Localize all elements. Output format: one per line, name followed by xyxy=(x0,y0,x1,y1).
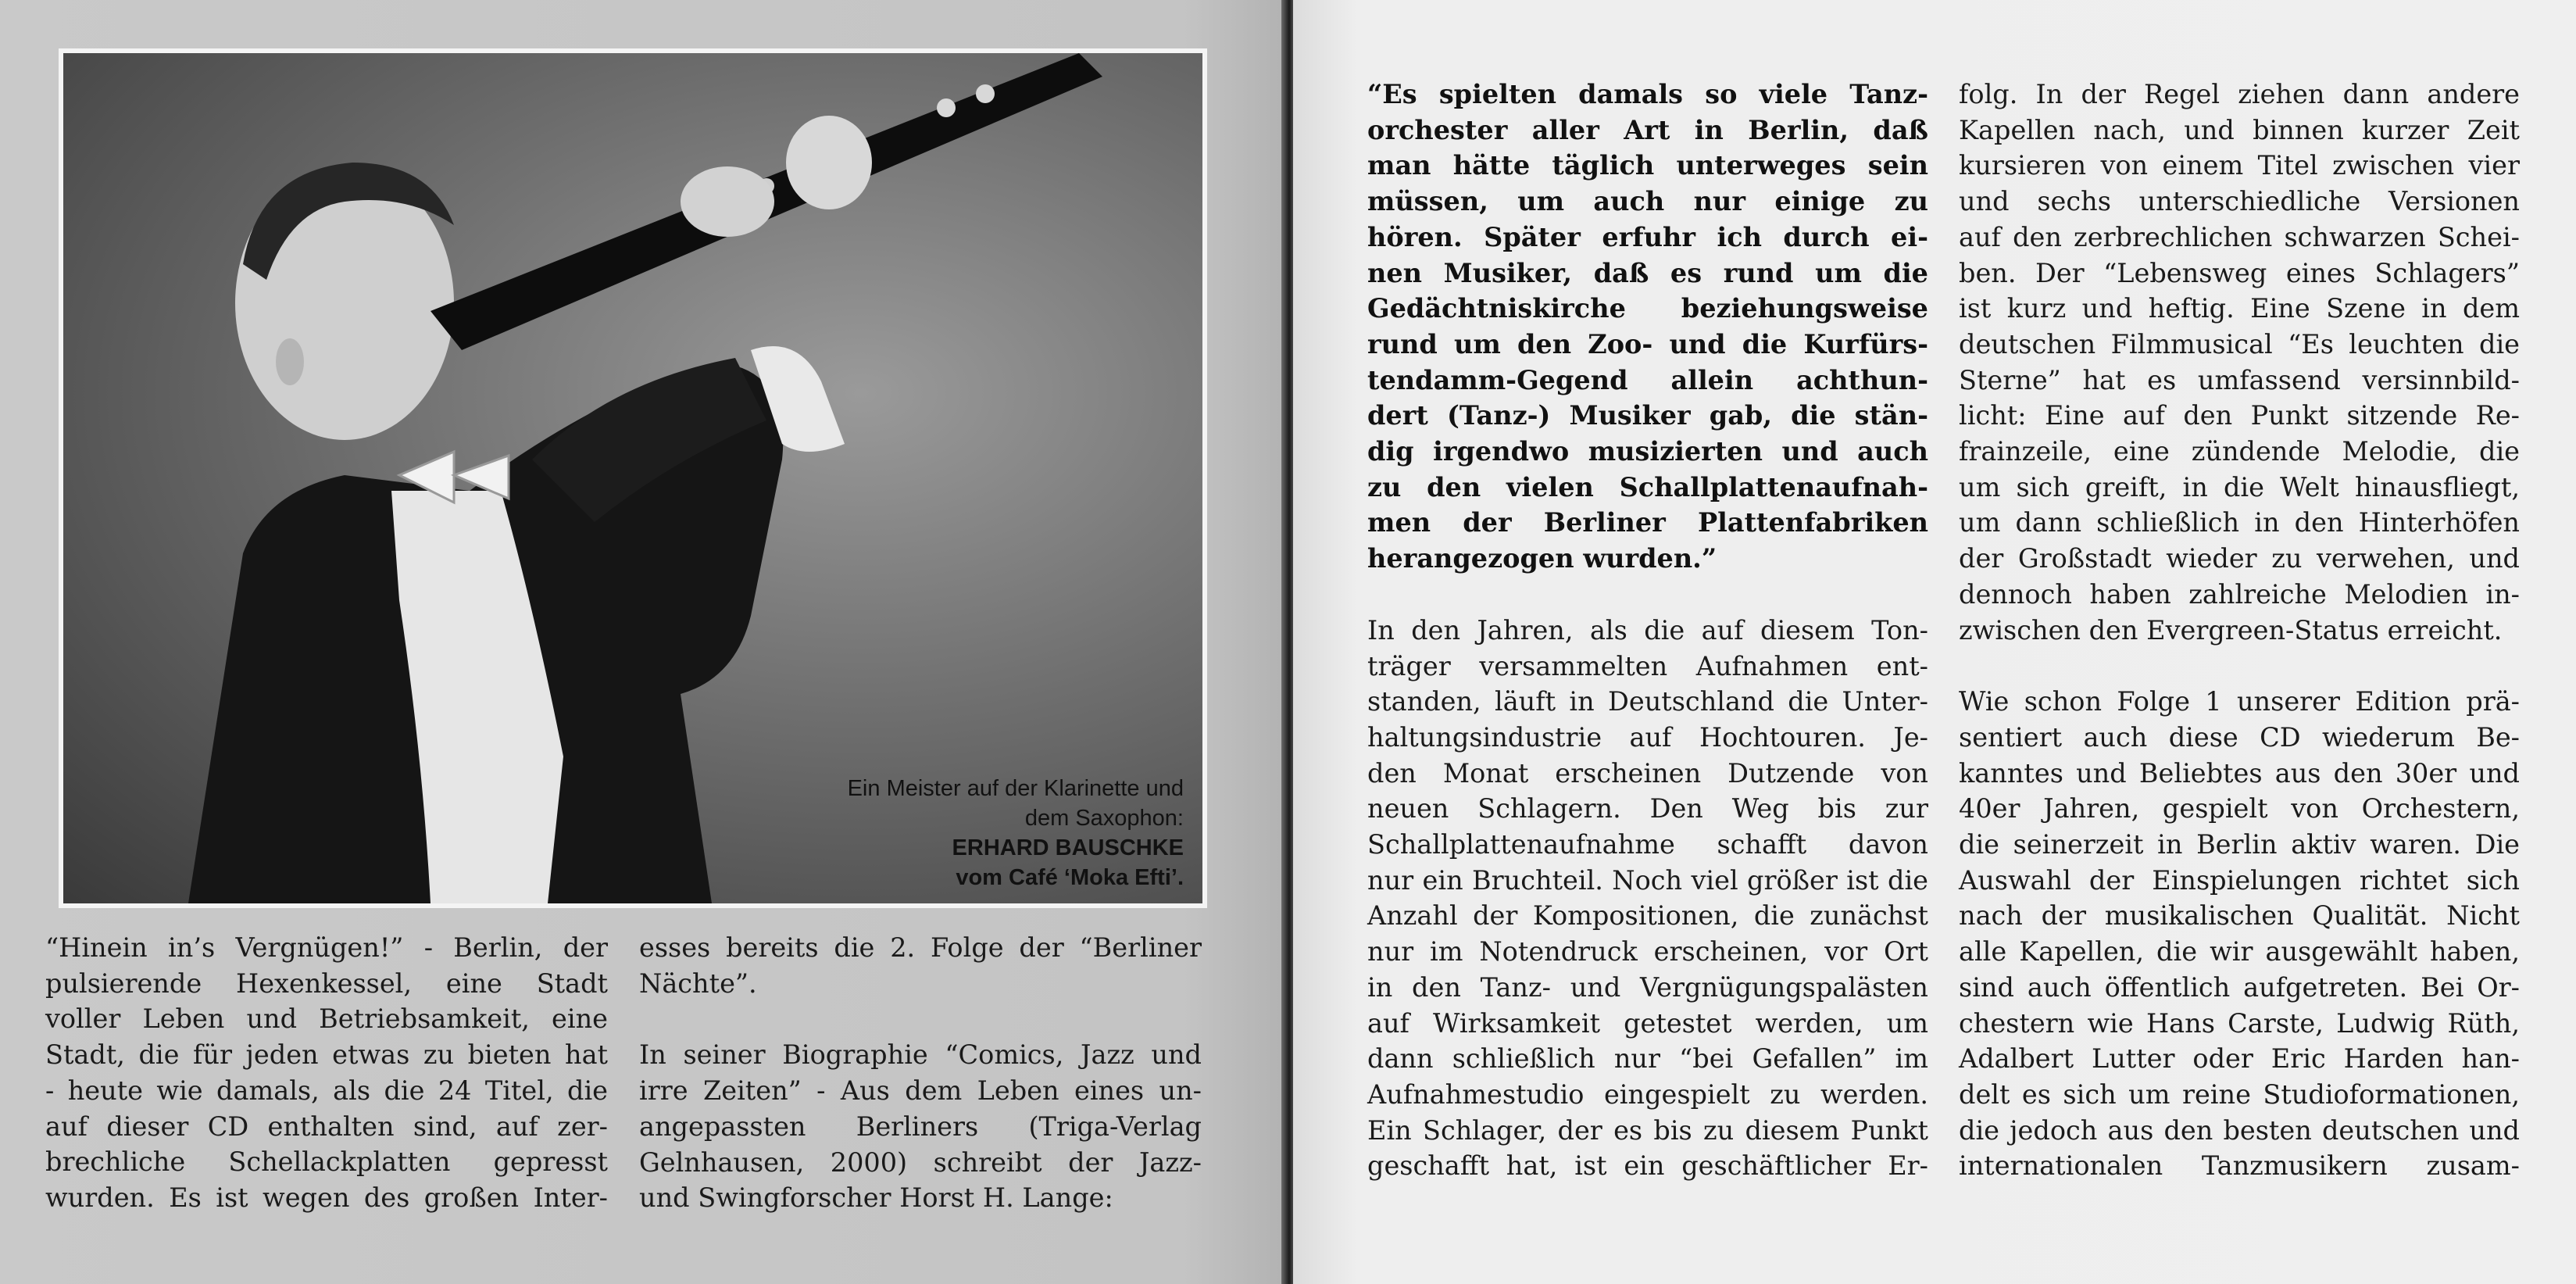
text-line: “Es spielten damals so viele Tanz- xyxy=(1367,79,1928,109)
caption-line-1: Ein Meister auf der Klarinette und xyxy=(847,776,1184,801)
caption-line-2: dem Saxophon: xyxy=(1024,806,1184,831)
text-line: dig irgendwo musizierten und auch xyxy=(1367,436,1928,467)
caption-line-4: vom Café ‘Moka Efti’. xyxy=(956,865,1184,890)
text-line: ben. Der “Lebensweg eines Schlagers” xyxy=(1959,257,2520,288)
text-line: In seiner Biographie “Comics, Jazz und xyxy=(639,1039,1202,1071)
text-line: hören. Später erfuhr ich durch ei- xyxy=(1367,221,1928,252)
text-line: nach der musikalischen Qualität. Nicht xyxy=(1959,900,2520,932)
text-line: esses bereits die 2. Folge der “Berliner xyxy=(639,932,1202,963)
text-line: den Monat erscheinen Dutzende von xyxy=(1367,757,1928,789)
text-line: nur im Notendruck erscheinen, vor Ort xyxy=(1367,936,1928,967)
text-line: voller Leben und Betriebsamkeit, eine xyxy=(45,1003,608,1035)
text-line: Nächte”. xyxy=(639,967,757,999)
text-line: müssen, um auch nur einige zu xyxy=(1367,186,1928,217)
text-line: Gelnhausen, 2000) schreibt der Jazz- xyxy=(639,1146,1202,1178)
text-line: wurden. Es ist wegen des großen Inter- xyxy=(45,1182,608,1213)
text-line: neuen Schlagern. Den Weg bis zur xyxy=(1367,793,1928,824)
text-line: pulsierende Hexenkessel, eine Stadt xyxy=(45,967,608,999)
text-line: auf dieser CD enthalten sind, auf zer- xyxy=(45,1111,608,1142)
text-line: Kapellen nach, und binnen kurzer Zeit xyxy=(1959,114,2520,145)
text-line: brechliche Schellackplatten gepresst xyxy=(45,1146,608,1178)
text-line: auf Wirksamkeit getestet werden, um xyxy=(1367,1007,1928,1039)
text-line: alle Kapellen, die wir ausgewählt haben, xyxy=(1959,936,2520,967)
text-line: geschafft hat, ist ein geschäftlicher Er- xyxy=(1367,1150,1928,1182)
text-line: dert (Tanz-) Musiker gab, die stän- xyxy=(1367,400,1928,431)
text-line: Anzahl der Kompositionen, die zunächst xyxy=(1367,900,1928,932)
text-line: haltungsindustrie auf Hochtouren. Je- xyxy=(1367,721,1928,753)
text-line: Auswahl der Einspielungen richtet sich xyxy=(1959,864,2520,896)
text-line: ist kurz und heftig. Eine Szene in dem xyxy=(1959,293,2520,324)
left-page xyxy=(0,0,1285,1284)
text-line: Stadt, die für jeden etwas zu bieten hat xyxy=(45,1039,608,1071)
text-line: irre Zeiten” - Aus dem Leben eines un- xyxy=(639,1075,1202,1107)
text-line: Wie schon Folge 1 unserer Edition prä- xyxy=(1959,686,2520,717)
text-line: die seinerzeit in Berlin aktiv waren. Die xyxy=(1959,829,2520,860)
text-line: Aufnahmestudio eingespielt zu werden. xyxy=(1367,1078,1928,1110)
text-line: angepassten Berliners (Triga-Verlag xyxy=(639,1111,1202,1142)
text-line: und Swingforscher Horst H. Lange: xyxy=(639,1182,1113,1214)
text-line: zu den vielen Schallplattenaufnah- xyxy=(1367,471,1928,503)
text-line: herangezogen wurden.” xyxy=(1367,543,1717,574)
text-line: 40er Jahren, gespielt von Orchestern, xyxy=(1959,793,2520,824)
text-line: “Hinein in’s Vergnügen!” - Berlin, der xyxy=(45,932,608,963)
quote-block xyxy=(1367,77,1928,577)
text-line: um sich greift, in die Welt hinausfliegt, xyxy=(1959,471,2520,503)
text-line: deutschen Filmmusical “Es leuchten die xyxy=(1959,328,2520,359)
text-line: sind auch öffentlich aufgetreten. Bei Or- xyxy=(1959,971,2520,1003)
caption-line-3: ERHARD BAUSCHKE xyxy=(952,835,1184,860)
text-line: internationalen Tanzmusikern zusam- xyxy=(1959,1150,2520,1182)
text-line: - heute wie damals, als die 24 Titel, die xyxy=(45,1075,608,1106)
left-column-1 xyxy=(45,930,608,1216)
text-line: auf den zerbrechlichen schwarzen Schei- xyxy=(1959,221,2520,252)
text-line: sentiert auch diese CD wiederum Be- xyxy=(1959,721,2520,753)
text-line: men der Berliner Plattenfabriken xyxy=(1367,507,1928,538)
text-line: kursieren von einem Titel zwischen vier xyxy=(1959,150,2520,181)
text-line: träger versammelten Aufnahmen ent- xyxy=(1367,650,1928,681)
text-line: tendamm-Gegend allein achthun- xyxy=(1367,364,1928,395)
text-line: orchester aller Art in Berlin, daß xyxy=(1367,114,1928,145)
text-line: folg. In der Regel ziehen dann andere xyxy=(1959,79,2520,109)
text-line: chestern wie Hans Carste, Ludwig Rüth, xyxy=(1959,1007,2520,1039)
text-line: delt es sich um reine Studioformationen, xyxy=(1959,1078,2520,1110)
text-line: Schallplattenaufnahme schafft davon xyxy=(1367,829,1928,860)
text-line: dennoch haben zahlreiche Melodien in- xyxy=(1959,578,2520,610)
text-line: dann schließlich nur “bei Gefallen” im xyxy=(1367,1043,1928,1075)
text-line: In den Jahren, als die auf diesem Ton- xyxy=(1367,614,1928,646)
text-line: frainzeile, eine zündende Melodie, die xyxy=(1959,436,2520,467)
text-line: man hätte täglich unterweges sein xyxy=(1367,150,1928,181)
right-column-1 xyxy=(1367,77,1928,1184)
text-line: nen Musiker, daß es rund um die xyxy=(1367,257,1928,288)
right-column-2 xyxy=(1959,77,2520,1184)
text-line: licht: Eine auf den Punkt sitzende Re- xyxy=(1959,400,2520,431)
text-line: und sechs unterschiedliche Versionen xyxy=(1959,186,2520,217)
text-line: Ein Schlager, der es bis zu diesem Punkt xyxy=(1367,1114,1928,1146)
text-line: in den Tanz- und Vergnügungspalästen xyxy=(1367,971,1928,1003)
text-line: nur ein Bruchteil. Noch viel größer ist die xyxy=(1367,864,1928,896)
text-line: kanntes und Beliebtes aus den 30er und xyxy=(1959,757,2520,789)
text-line: Sterne” hat es umfassend versinnbild- xyxy=(1959,364,2520,395)
text-line: standen, läuft in Deutschland die Unter- xyxy=(1367,686,1928,717)
musician-photo xyxy=(63,53,1202,903)
text-line: Gedächtniskirche beziehungsweise xyxy=(1367,293,1928,324)
text-line: der Großstadt wieder zu verwehen, und xyxy=(1959,543,2520,574)
text-line: rund um den Zoo- und die Kurfürs- xyxy=(1367,328,1928,359)
text-line: um dann schließlich in den Hinterhöfen xyxy=(1959,507,2520,538)
left-column-2 xyxy=(639,930,1202,1216)
text-line: zwischen den Evergreen-Status erreicht. xyxy=(1959,614,2503,646)
photo-frame xyxy=(59,48,1207,908)
text-line: Adalbert Lutter oder Eric Harden han- xyxy=(1959,1043,2520,1075)
right-page xyxy=(1293,0,2576,1284)
photo-caption xyxy=(848,774,1184,892)
text-line: die jedoch aus den besten deutschen und xyxy=(1959,1114,2520,1146)
